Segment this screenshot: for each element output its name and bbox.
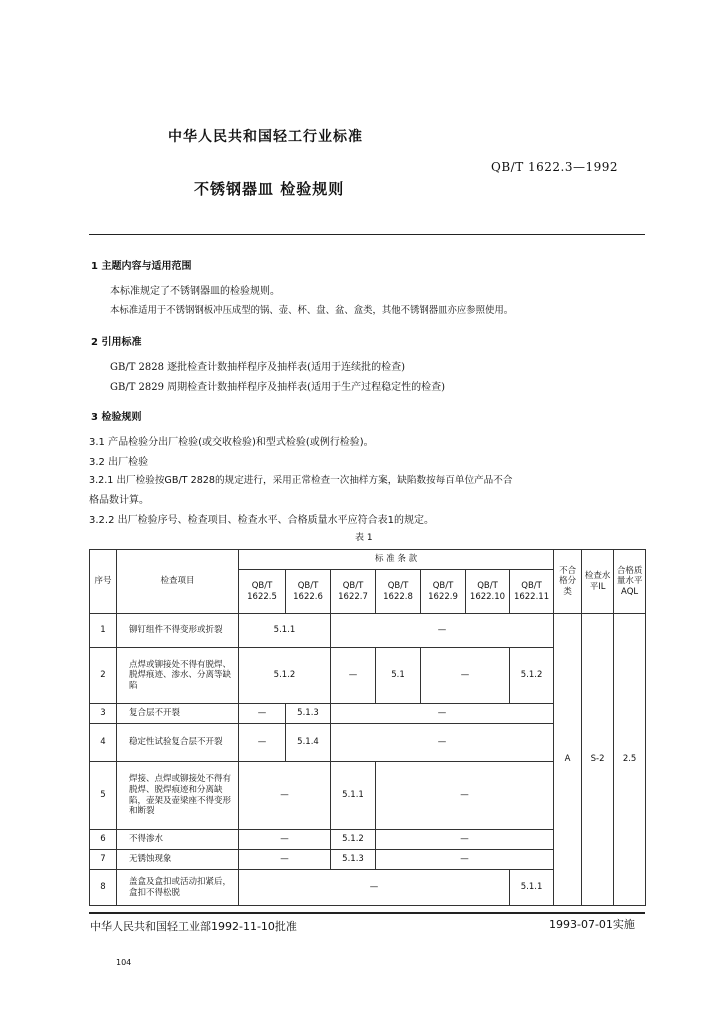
clause-cell: — [376, 850, 554, 870]
clause-3-2-1-line-1: 3.2.1 出厂检验按GB/T 2828的规定进行，采用正常检查一次抽样方案，缺陷数按每百单位产品不合 [89, 475, 513, 486]
clause-cell: — [421, 648, 510, 704]
section-2-heading: 2 引用标准 [91, 337, 142, 348]
clause-3-2: 3.2 出厂检验 [89, 457, 149, 468]
header-rule [89, 234, 645, 235]
row-number: 6 [90, 830, 117, 850]
table-caption: 表 1 [355, 533, 373, 543]
document-title: 不锈钢器皿 检验规则 [194, 180, 345, 198]
clause-cell: — [239, 870, 510, 906]
row-number: 1 [90, 614, 117, 648]
std-col-1622-10: QB/T 1622.10 [466, 570, 510, 614]
clause-cell: 5.1.4 [286, 724, 331, 762]
standard-code: QB/T 1622.3—1992 [491, 160, 619, 174]
row-number: 5 [90, 762, 117, 830]
row-item: 复合层不开裂 [117, 704, 239, 724]
std-col-1622-7: QB/T 1622.7 [331, 570, 376, 614]
clause-cell: 5.1 [376, 648, 421, 704]
header-seq: 序号 [90, 550, 117, 614]
clause-cell: 5.1.1 [510, 870, 554, 906]
clause-cell: — [331, 704, 554, 724]
clause-cell: — [239, 850, 331, 870]
row-number: 2 [90, 648, 117, 704]
clause-cell: — [331, 614, 554, 648]
clause-cell: — [239, 704, 286, 724]
header-item: 检查项目 [117, 550, 239, 614]
reference-gb2828: GB/T 2828 逐批检查计数抽样程序及抽样表(适用于连续批的检查) [110, 362, 405, 373]
row-item: 不得渗水 [117, 830, 239, 850]
clause-cell: — [239, 724, 286, 762]
clause-cell: — [376, 762, 554, 830]
section-3-heading: 3 检验规则 [91, 412, 142, 423]
row-number: 7 [90, 850, 117, 870]
footer-rule [89, 912, 645, 914]
clause-3-1: 3.1 产品检验分出厂检验(或交收检验)和型式检验(或例行检验)。 [89, 437, 374, 448]
std-col-1622-5: QB/T 1622.5 [239, 570, 286, 614]
defect-class-value: A [554, 614, 582, 906]
clause-cell: — [331, 648, 376, 704]
aql-value: 2.5 [614, 614, 646, 906]
reference-gb2829: GB/T 2829 周期检查计数抽样程序及抽样表(适用于生产过程稳定性的检查) [110, 382, 445, 393]
page-number: 104 [116, 958, 132, 967]
inspection-table [89, 549, 646, 906]
row-number: 8 [90, 870, 117, 906]
header-standard-clauses: 标 准 条 款 [239, 550, 554, 570]
clause-cell: — [239, 762, 331, 830]
std-col-1622-11: QB/T 1622.11 [510, 570, 554, 614]
clause-cell: 5.1.2 [239, 648, 331, 704]
issuing-org-title: 中华人民共和国轻工行业标准 [168, 129, 363, 145]
row-item: 稳定性试验复合层不开裂 [117, 724, 239, 762]
clause-cell: 5.1.3 [286, 704, 331, 724]
section-1-paragraph-2: 本标准适用于不锈钢钢板冲压成型的锅、壶、杯、盘、盆、盒类，其他不锈钢器皿亦应参照使用。 [110, 305, 514, 316]
inspection-level-value: S-2 [582, 614, 614, 906]
clause-cell: 5.1.2 [510, 648, 554, 704]
clause-cell: 5.1.1 [331, 762, 376, 830]
header-inspection-level: 检查水平IL [582, 550, 614, 614]
clause-cell: — [331, 724, 554, 762]
table-row [90, 614, 646, 648]
row-item: 铆钉组件不得变形或折裂 [117, 614, 239, 648]
clause-cell: — [376, 830, 554, 850]
clause-cell: 5.1.3 [331, 850, 376, 870]
row-item: 无锈蚀现象 [117, 850, 239, 870]
clause-3-2-1-line-2: 格品数计算。 [89, 495, 149, 506]
header-defect-class: 不合格分类 [554, 550, 582, 614]
row-number: 4 [90, 724, 117, 762]
row-item: 盖盒及盒扣或活动扣紧后，盒扣不得松脱 [117, 870, 239, 906]
clause-cell: 5.1.1 [239, 614, 331, 648]
std-col-1622-6: QB/T 1622.6 [286, 570, 331, 614]
clause-cell: — [239, 830, 331, 850]
row-item: 焊接、点焊或铆接处不得有脱焊、脱焊痕迹和分离缺陷，壶架及壶梁座不得变形和断裂 [117, 762, 239, 830]
row-item: 点焊或铆接处不得有脱焊、脱焊痕迹、渗水、分离等缺陷 [117, 648, 239, 704]
clause-cell: 5.1.2 [331, 830, 376, 850]
clause-3-2-2: 3.2.2 出厂检验序号、检查项目、检查水平、合格质量水平应符合表1的规定。 [89, 515, 434, 526]
section-1-heading: 1 主题内容与适用范围 [91, 261, 192, 272]
section-1-paragraph-1: 本标准规定了不锈钢器皿的检验规则。 [110, 286, 280, 297]
row-number: 3 [90, 704, 117, 724]
header-aql: 合格质量水平AQL [614, 550, 646, 614]
implementation-date: 1993-07-01实施 [549, 918, 635, 931]
std-col-1622-9: QB/T 1622.9 [421, 570, 466, 614]
std-col-1622-8: QB/T 1622.8 [376, 570, 421, 614]
approval-note: 中华人民共和国轻工业部1992-11-10批准 [90, 920, 297, 933]
